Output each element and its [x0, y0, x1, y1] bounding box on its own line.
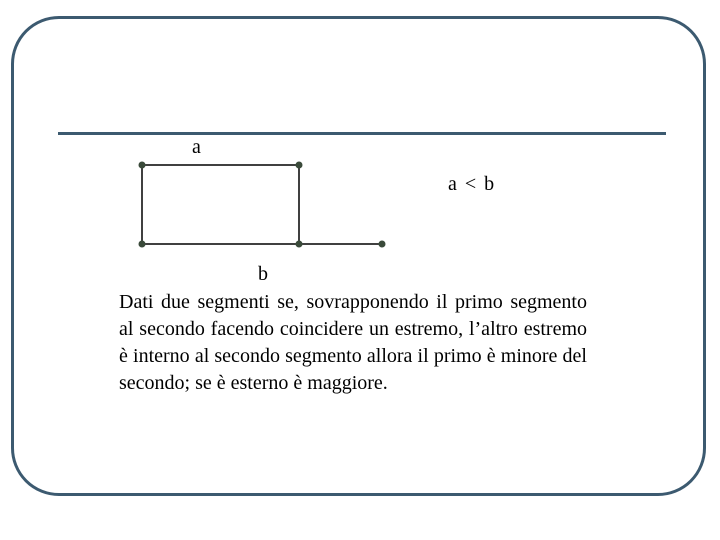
comparison-label: a < b — [448, 173, 495, 195]
segment-a-label: a — [192, 136, 201, 158]
definition-text: Dati due segmenti se, sovrapponendo il primo segmento al secondo facendo coincidere un estremo, l’altro estremo è interno al secondo segmento allora il primo è minore del secondo; se è esterno è maggiore. — [119, 291, 587, 394]
segment-b-inner-point — [296, 241, 303, 248]
segment-a-start-point — [139, 162, 146, 169]
segment-b-end-point — [379, 241, 386, 248]
segment-b-start-point — [139, 241, 146, 248]
segment-b-label: b — [258, 263, 268, 285]
segment-a-end-point — [296, 162, 303, 169]
